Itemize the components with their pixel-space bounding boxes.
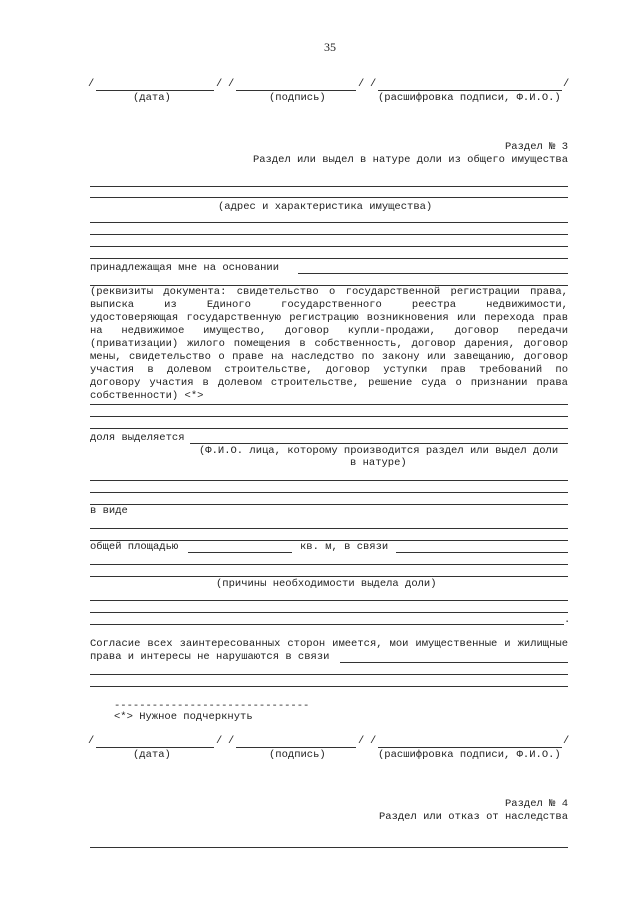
section3-heading: Раздел № 3	[504, 141, 568, 153]
requisites-line-b[interactable]	[90, 416, 568, 417]
share-label: доля выделяется	[90, 432, 185, 444]
slash: /	[370, 78, 377, 90]
decryption-label: (расшифровка подписи, Ф.И.О.)	[378, 92, 561, 104]
property-line-2[interactable]	[90, 197, 568, 198]
area-line-3[interactable]	[90, 576, 568, 577]
requisites-line: мены, свидетельство о праве на наследство по закону или завещанию, договор	[90, 351, 568, 363]
consent-field[interactable]	[340, 662, 568, 663]
property-line-5[interactable]	[90, 246, 568, 247]
area-field[interactable]	[188, 552, 292, 553]
property-line-3[interactable]	[90, 222, 568, 223]
slash: /	[216, 78, 223, 90]
belonging-field[interactable]	[298, 273, 568, 274]
requisites-line: (реквизиты документа: свидетельство о государственной регистрации права,	[90, 286, 568, 298]
section4-heading: Раздел № 4	[504, 798, 568, 810]
requisites-line-c[interactable]	[90, 428, 568, 429]
requisites-line-a[interactable]	[90, 404, 568, 405]
share-field[interactable]	[190, 443, 568, 444]
area-line-2[interactable]	[90, 564, 568, 565]
signature-field[interactable]	[236, 90, 356, 91]
consent-line-4[interactable]	[90, 686, 568, 687]
slash: /	[358, 78, 365, 90]
reasons-line-2[interactable]	[90, 612, 568, 613]
consent-paragraph	[90, 638, 568, 664]
requisites-line: выписка из Единого государственного реестра недвижимости,	[90, 299, 568, 311]
date-field[interactable]	[96, 90, 214, 91]
slash: /	[88, 735, 95, 747]
requisites-line: договору участия в долевом строительстве, решение суда о признании права	[90, 377, 568, 389]
section4-title: Раздел или отказ от наследства	[378, 811, 568, 823]
consent-line-2: права и интересы не нарушаются в связи	[90, 651, 330, 663]
footnote: <*> Нужное подчеркнуть	[114, 711, 253, 723]
date-field[interactable]	[96, 747, 214, 748]
slash: /	[228, 78, 235, 90]
reasons-caption: (причины необходимости выдела доли)	[216, 578, 437, 590]
requisites-line: удостоверяющая государственную регистрацию возникновения или перехода прав	[90, 312, 568, 324]
signature-label: (подпись)	[269, 92, 326, 104]
page-number: 35	[324, 40, 336, 54]
share-line-4[interactable]	[90, 504, 568, 505]
slash: /	[563, 735, 570, 747]
form-label: в виде	[90, 505, 128, 517]
section4-line-1[interactable]	[90, 847, 568, 848]
property-caption: (адрес и характеристика имущества)	[218, 201, 433, 213]
share-line-3[interactable]	[90, 492, 568, 493]
requisites-line: (приватизации) жилого помещения в собственность, договор дарения, договор	[90, 338, 568, 350]
slash: /	[563, 78, 570, 90]
consent-line-1: Согласие всех заинтересованных сторон имеется, мои имущественные и жилищные	[90, 638, 568, 650]
date-label: (дата)	[133, 92, 171, 104]
requisites-line: участия в долевом строительстве, договор уступки прав требований по	[90, 364, 568, 376]
requisites-paragraph	[90, 286, 568, 403]
consent-line-3[interactable]	[90, 674, 568, 675]
footnote-separator: -------------------------------	[114, 700, 310, 712]
share-line-2[interactable]	[90, 480, 568, 481]
share-caption-2: в натуре)	[350, 457, 407, 469]
decryption-label: (расшифровка подписи, Ф.И.О.)	[378, 749, 561, 761]
signature-label: (подпись)	[269, 749, 326, 761]
form-line-1[interactable]	[90, 528, 568, 529]
belonging-label: принадлежащая мне на основании	[90, 262, 280, 274]
slash: /	[358, 735, 365, 747]
property-line-6[interactable]	[90, 258, 568, 259]
area-reason-field[interactable]	[396, 552, 568, 553]
reasons-line-3[interactable]	[90, 624, 564, 625]
slash: /	[88, 78, 95, 90]
slash: /	[228, 735, 235, 747]
area-label: общей площадью	[90, 541, 179, 553]
property-line-4[interactable]	[90, 234, 568, 235]
property-line-1[interactable]	[90, 186, 568, 187]
signature-field[interactable]	[236, 747, 356, 748]
reasons-period: .	[564, 614, 571, 626]
slash: /	[216, 735, 223, 747]
decryption-field[interactable]	[378, 747, 562, 748]
date-label: (дата)	[133, 749, 171, 761]
decryption-field[interactable]	[378, 90, 562, 91]
section3-title: Раздел или выдел в натуре доли из общего имущества	[252, 154, 568, 166]
requisites-line: на недвижимое имущество, договор купли-продажи, договор передачи	[90, 325, 568, 337]
slash: /	[370, 735, 377, 747]
area-unit: кв. м, в связи	[300, 541, 389, 553]
share-caption-1: (Ф.И.О. лица, которому производится раздел или выдел доли	[199, 445, 559, 457]
requisites-last: собственности) <*>	[90, 390, 204, 402]
reasons-line-1[interactable]	[90, 600, 568, 601]
